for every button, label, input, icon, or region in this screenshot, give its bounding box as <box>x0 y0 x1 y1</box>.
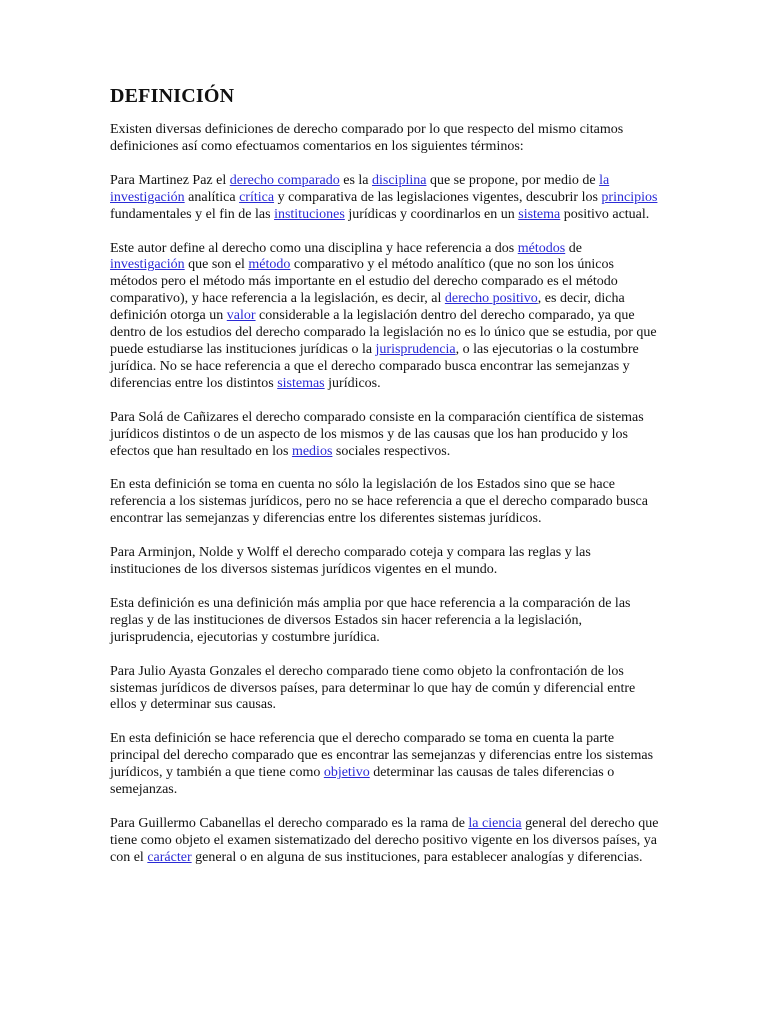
paragraph <box>110 816 660 867</box>
inline-link[interactable]: crítica <box>239 189 275 205</box>
paragraph <box>110 173 660 224</box>
inline-link[interactable]: derecho positivo <box>444 291 538 307</box>
inline-link[interactable]: objetivo <box>323 765 370 781</box>
paragraph-text: comparativo y el método analítico (que no son los únicos métodos pero el método más importante en el estudio del derecho comparado es el método comparativo), y hace referencia a la legislación, es decir, al <box>110 257 618 307</box>
inline-link[interactable]: sistema <box>518 206 561 222</box>
paragraph-text: Existen diversas definiciones de derecho comparado por lo que respecto del mismo citamos definiciones así como efectuamos comentarios en los siguientes términos: <box>110 122 624 154</box>
inline-link[interactable]: la investigación <box>110 172 610 205</box>
page-title: DEFINICIÓN <box>110 85 235 107</box>
paragraph-text: Para Solá de Cañizares el derecho comparado consiste en la comparación científica de sistemas jurídicos distintos o de un aspecto de los mismos y de las causas que los han producido y los efectos que han resultado en los <box>110 409 644 459</box>
inline-link[interactable]: valor <box>226 308 256 324</box>
paragraph <box>110 731 660 799</box>
paragraph-text: determinar las causas de tales diferencias o semejanzas. <box>110 765 615 798</box>
paragraph-text: , o las ejecutorias o la costumbre jurídica. No se hace referencia a que el derecho comparado busca encontrar las semejanzas y diferencias entre los distintos <box>110 341 639 391</box>
paragraph-text: jurídicas y coordinarlos en un <box>344 206 519 222</box>
paragraph-text: Para Guillermo Cabanellas el derecho comparado es la rama de <box>110 816 469 831</box>
paragraph-text: , es decir, dicha definición otorga un <box>110 291 625 324</box>
paragraph-text: sociales respectivos. <box>332 443 451 459</box>
inline-link[interactable]: la ciencia <box>468 816 522 831</box>
paragraph-text: En esta definición se hace referencia que el derecho comparado se toma en cuenta la parte principal del derecho comparado que es encontrar las semejanzas y diferencias entre los sistemas jurídicos, y también a que tiene como <box>110 731 654 781</box>
paragraph <box>110 241 660 393</box>
inline-link[interactable]: métodos <box>517 240 566 256</box>
paragraph-text: Para Arminjon, Nolde y Wolff el derecho comparado coteja y compara las reglas y las instituciones de los diversos sistemas jurídicos vigentes en el mundo. <box>110 545 591 578</box>
document-body <box>110 122 660 867</box>
paragraph-text: que son el <box>184 257 249 273</box>
inline-link[interactable]: método <box>248 257 291 273</box>
inline-link[interactable]: disciplina <box>372 172 427 188</box>
inline-link[interactable]: principios <box>601 189 658 205</box>
paragraph-text: Este autor define al derecho como una disciplina y hace referencia a dos <box>110 240 518 256</box>
paragraph-text: fundamentales y el fin de las <box>110 206 275 222</box>
paragraph-text: de <box>565 240 582 256</box>
paragraph-text: es la <box>339 172 372 188</box>
paragraph-text: Para Martinez Paz el <box>110 172 230 188</box>
paragraph <box>110 122 660 156</box>
inline-link[interactable]: instituciones <box>274 206 345 222</box>
inline-link[interactable]: investigación <box>110 257 185 273</box>
paragraph-text: Para Julio Ayasta Gonzales el derecho comparado tiene como objeto la confrontación de los sistemas jurídicos de diversos países, para determinar lo que hay de común y diferencial entre ellos y determinar sus causas. <box>110 663 636 713</box>
inline-link[interactable]: jurisprudencia <box>375 341 456 357</box>
paragraph-text: considerable a la legislación dentro del derecho comparado, ya que dentro de los estudios del derecho comparado la legislación no es lo único que se estudia, por que puede estudiarse las instituciones jurídicas o la <box>110 308 657 357</box>
paragraph-text: general del derecho que tiene como objeto el examen sistematizado del derecho positivo vigente en los diversos países, ya con el <box>110 816 659 865</box>
paragraph-text: En esta definición se toma en cuenta no sólo la legislación de los Estados sino que se hace referencia a los sistemas jurídicos, pero no se hace referencia a que el derecho comparado busca encontrar las semejanzas y diferencias entre los diferentes sistemas jurídicos. <box>110 477 648 527</box>
document-page <box>110 84 660 884</box>
inline-link[interactable]: medios <box>291 443 333 459</box>
paragraph <box>110 410 660 461</box>
paragraph-text: positivo actual. <box>560 206 650 222</box>
paragraph-text: jurídicos. <box>324 375 381 391</box>
paragraph <box>110 545 660 579</box>
paragraph <box>110 664 660 715</box>
paragraph <box>110 596 660 647</box>
inline-link[interactable]: sistemas <box>277 375 325 391</box>
paragraph-text: Esta definición es una definición más amplia por que hace referencia a la comparación de las reglas y de las instituciones de diversos Estados sin hacer referencia a la legislación, jurisprudencia, ejecutorias y costumbre jurídica. <box>110 595 631 645</box>
paragraph-text: y comparativa de las legislaciones vigentes, descubrir los <box>274 189 602 205</box>
paragraph <box>110 477 660 528</box>
paragraph-text: que se propone, por medio de <box>426 172 600 188</box>
inline-link[interactable]: carácter <box>147 849 192 865</box>
paragraph-text: general o en alguna de sus instituciones, para establecer analogías y diferencias. <box>191 849 643 865</box>
inline-link[interactable]: derecho comparado <box>229 172 340 188</box>
paragraph-text: analítica <box>184 189 240 205</box>
